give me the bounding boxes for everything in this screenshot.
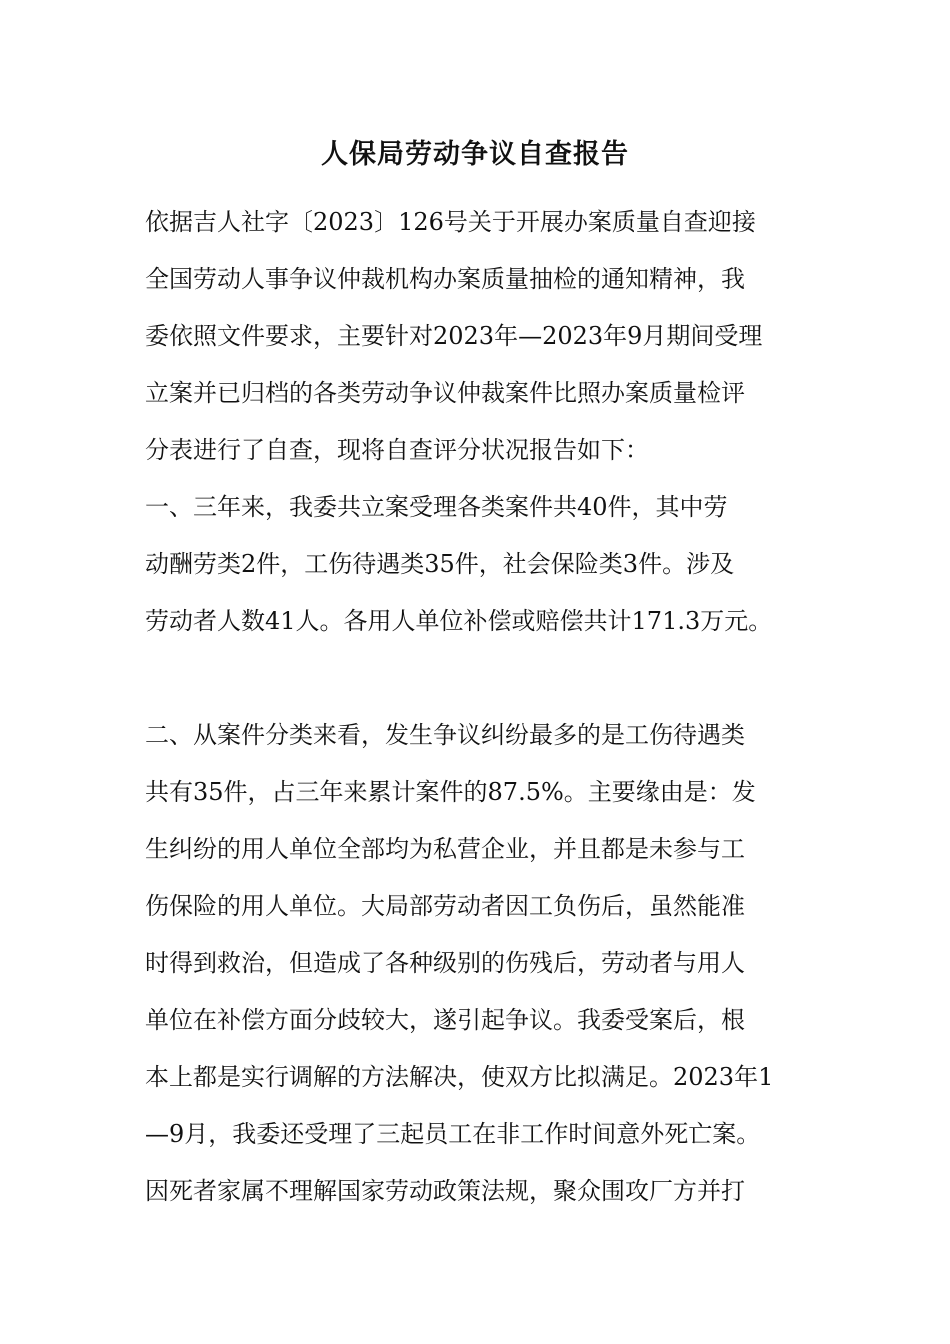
paragraph-3-line-4: 伤保险的用人单位。大局部劳动者因工负伤后，虽然能准 bbox=[145, 892, 745, 920]
paragraph-3-line-8: —9月，我委还受理了三起员工在非工作时间意外死亡案。 bbox=[145, 1120, 761, 1148]
paragraph-1-line-1: 依据吉人社字〔2023〕126号关于开展办案质量自查迎接 bbox=[145, 208, 756, 236]
paragraph-1-line-2: 全国劳动人事争议仲裁机构办案质量抽检的通知精神，我 bbox=[145, 265, 745, 293]
paragraph-3-line-7: 本上都是实行调解的方法解决，使双方比拟满足。2023年1 bbox=[145, 1063, 774, 1091]
document-title: 人保局劳动争议自查报告 bbox=[321, 139, 629, 170]
paragraph-1-line-5: 分表进行了自查，现将自查评分状况报告如下： bbox=[145, 436, 649, 464]
paragraph-3-line-5: 时得到救治，但造成了各种级别的伤残后，劳动者与用人 bbox=[145, 949, 745, 977]
paragraph-2-line-3: 劳动者人数41人。各用人单位补偿或赔偿共计171.3万元。 bbox=[145, 607, 773, 635]
paragraph-2-line-2: 动酬劳类2件，工伤待遇类35件，社会保险类3件。涉及 bbox=[145, 550, 735, 578]
paragraph-2-line-1: 一、三年来，我委共立案受理各类案件共40件，其中劳 bbox=[145, 493, 728, 521]
paragraph-3-line-6: 单位在补偿方面分歧较大，遂引起争议。我委受案后，根 bbox=[145, 1006, 745, 1034]
paragraph-3-line-1: 二、从案件分类来看，发生争议纠纷最多的是工伤待遇类 bbox=[145, 721, 745, 749]
paragraph-1-line-3: 委依照文件要求，主要针对2023年—2023年9月期间受理 bbox=[145, 322, 763, 350]
paragraph-3-line-9: 因死者家属不理解国家劳动政策法规，聚众围攻厂方并打 bbox=[145, 1177, 745, 1205]
paragraph-3-line-3: 生纠纷的用人单位全部均为私营企业，并且都是未参与工 bbox=[145, 835, 745, 863]
paragraph-1-line-4: 立案并已归档的各类劳动争议仲裁案件比照办案质量检评 bbox=[145, 379, 745, 407]
paragraph-3-line-2: 共有35件，占三年来累计案件的87.5%。主要缘由是：发 bbox=[145, 778, 756, 806]
